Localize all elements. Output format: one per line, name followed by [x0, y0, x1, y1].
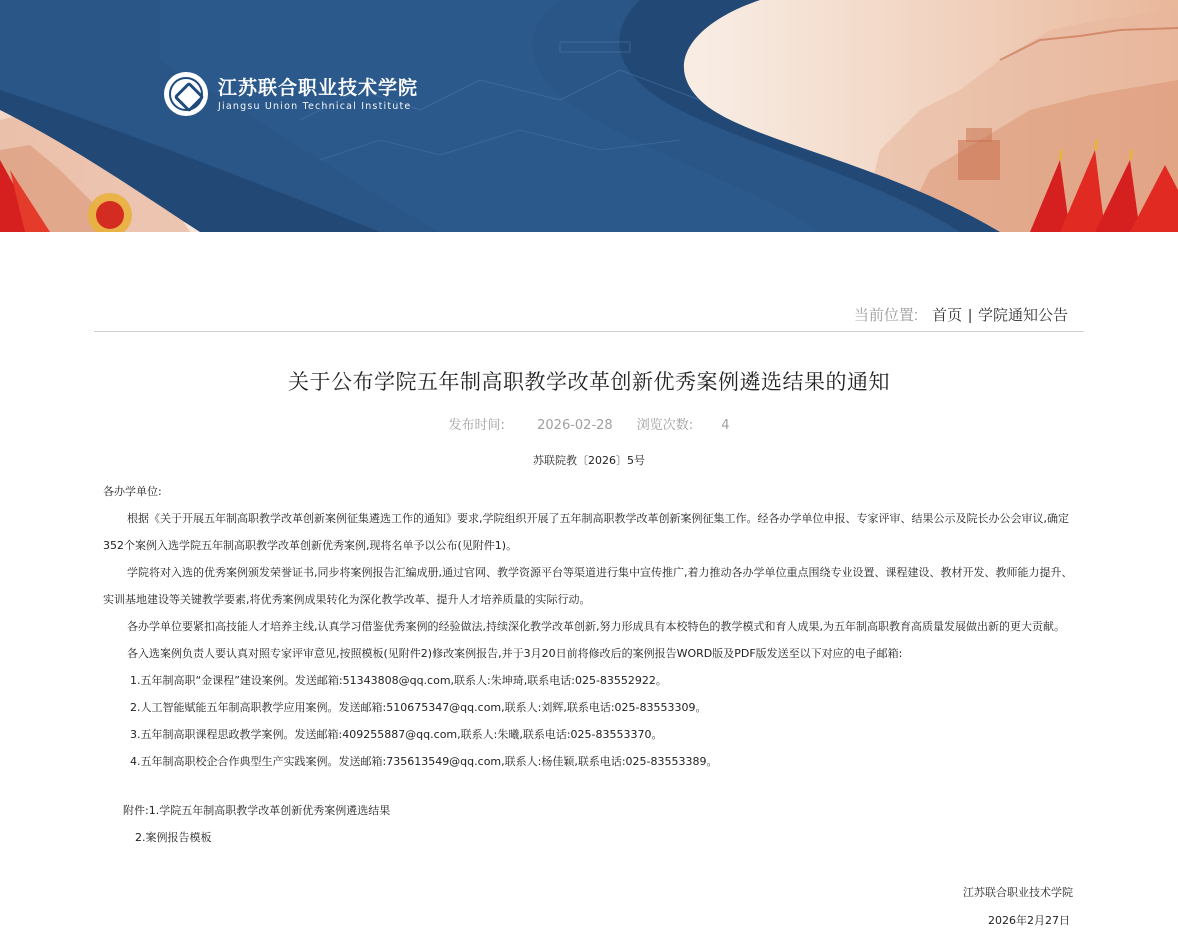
breadcrumb-section-link[interactable]: 学院通知公告 — [977, 307, 1068, 324]
signature-date: 2026年2月27日 — [988, 914, 1070, 927]
school-name-cn: 江苏联合职业技术学院 — [218, 76, 419, 99]
breadcrumb-separator: | — [968, 307, 972, 324]
salutation: 各办学单位: — [103, 485, 162, 498]
header-banner — [0, 0, 1178, 232]
contact-item: 2.人工智能赋能五年制高职教学应用案例。发送邮箱:510675347@qq.com,联系人:刘辉,联系电话:025-83553309。 — [130, 701, 707, 714]
article-meta — [0, 414, 1178, 433]
attachment-item[interactable]: 附件:1.学院五年制高职教学改革创新优秀案例遴选结果 — [123, 804, 391, 817]
views-info — [637, 418, 730, 433]
banner-background — [0, 0, 1178, 232]
views-count: 4 — [721, 418, 730, 433]
publish-info — [448, 418, 612, 433]
attachment-item[interactable]: 2.案例报告模板 — [135, 831, 212, 844]
school-name-en: Jiangsu Union Technical Institute — [218, 100, 412, 112]
views-label: 浏览次数: — [636, 418, 694, 433]
divider — [94, 331, 1084, 332]
paragraph: 各入选案例负责人要认真对照专家评审意见,按照模板(见附件2)修改案例报告,并于3月20日前将修改后的案例报告WORD版及PDF版发送至以下对应的电子邮箱: — [127, 647, 903, 660]
paragraph: 学院将对入选的优秀案例颁发荣誉证书,同步将案例报告汇编成册,通过官网、教学资源平台等渠道进行集中宣传推广,着力推动各办学单位重点围绕专业设置、课程建设、教材开发、教师能力提升、实训基地建设等关键教学要素,将优秀案例成果转化为深化教学改革、提升人才培养质量的实际行动。 — [103, 566, 1073, 606]
contact-item: 3.五年制高职课程思政教学案例。发送邮箱:409255887@qq.com,联系人:朱曦,联系电话:025-83553370。 — [130, 728, 663, 741]
contact-item: 1.五年制高职“金课程”建设案例。发送邮箱:51343808@qq.com,联系人:朱坤琦,联系电话:025-83552922。 — [130, 674, 667, 687]
breadcrumb — [854, 304, 1068, 325]
signature-org: 江苏联合职业技术学院 — [963, 886, 1073, 899]
article-title: 关于公布学院五年制高职教学改革创新优秀案例遴选结果的通知 — [288, 370, 890, 394]
breadcrumb-home-link[interactable]: 首页 — [932, 307, 963, 324]
document-number: 苏联院教〔2026〕5号 — [533, 454, 645, 467]
paragraph: 根据《关于开展五年制高职教学改革创新案例征集遴选工作的通知》要求,学院组织开展了五年制高职教学改革创新案例征集工作。经各办学单位申报、专家评审、结果公示及院长办公会审议,确定352个案例入选学院五年制高职教学改革创新优秀案例,现将名单予以公布(见附件1)。 — [103, 512, 1069, 552]
article-body — [103, 478, 1075, 851]
paragraph: 各办学单位要紧扣高技能人才培养主线,认真学习借鉴优秀案例的经验做法,持续深化教学改革创新,努力形成具有本校特色的教学模式和育人成果,为五年制高职教育高质量发展做出新的更大贡献。 — [127, 620, 1065, 633]
publish-date: 2026-02-28 — [537, 418, 613, 433]
publish-label: 发布时间: — [448, 418, 505, 433]
contact-item: 4.五年制高职校企合作典型生产实践案例。发送邮箱:735613549@qq.com,联系人:杨佳颖,联系电话:025-83553389。 — [130, 755, 718, 768]
school-logo[interactable] — [164, 72, 418, 116]
breadcrumb-label: 当前位置: — [853, 307, 919, 324]
school-emblem-icon — [164, 72, 208, 116]
